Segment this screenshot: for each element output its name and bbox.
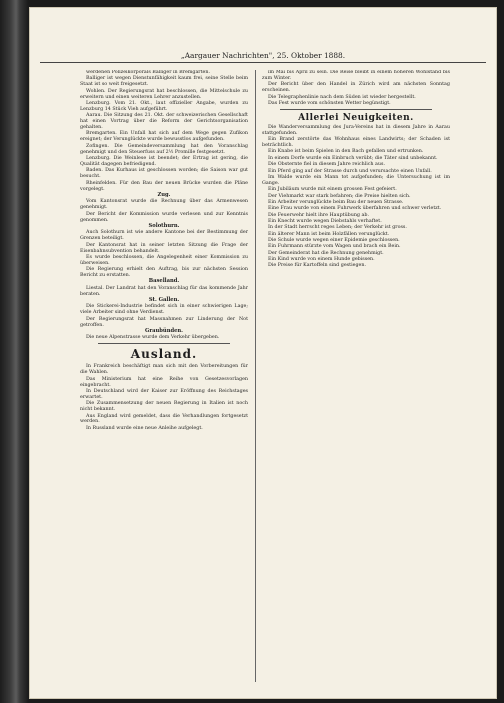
paragraph: Ein Knabe ist beim Spielen in den Bach gefallen und ertrunken. <box>268 149 424 155</box>
paragraph: Lenzburg. Vom 21. Okt., laut offizieller Angabe, wurden zu Lenzburg 14 Stück Vieh aufgeführt. <box>80 100 248 112</box>
paragraph: Die Feuerwehr hielt ihre Hauptübung ab. <box>268 212 369 218</box>
paragraph: Wohlen. Der Regierungsrat hat beschlossen, die Mittelschule zu erweitern und einen weiteren Lehrer anzustellen. <box>80 88 248 100</box>
running-header <box>40 50 486 63</box>
paragraph: In Deutschland wird der Kaiser zur Eröffnung des Reichstages erwartet. <box>80 388 248 400</box>
paragraph: Ein Arbeiter verunglückte beim Bau der neuen Strasse. <box>268 199 404 205</box>
paragraph: Der Bericht der Kommission wurde verlesen und zur Kenntnis genommen. <box>80 211 248 223</box>
section-heading-solothurn: Solothurn. <box>148 222 180 229</box>
paragraph: Baden. Das Kurhaus ist geschlossen worden; die Saison war gut besucht. <box>80 168 248 180</box>
paragraph: Vom Kantonsrat wurde die Rechnung über das Armenwesen genehmigt. <box>80 199 248 211</box>
paragraph: Balliger ist wegen Dienstunfähigkeit kaum frei, seine Stelle beim Staat ist so weit freigesetzt. <box>80 76 248 88</box>
column-left <box>80 70 248 685</box>
paragraph: werdenen Polizeikorporals Balliger in Bremgarten. <box>86 70 210 75</box>
paragraph: Die Preise für Kartoffeln sind gestiegen. <box>268 263 366 269</box>
paragraph: Auch Solothurn ist wie andere Kantone bei der Bestimmung der Grenzen beteiligt. <box>80 230 248 242</box>
paragraph: Liestal. Der Landrat hat den Voranschlag für das kommende Jahr beraten. <box>80 285 248 297</box>
paragraph: Eine Frau wurde von einem Fuhrwerk überfahren und schwer verletzt. <box>268 206 442 212</box>
column-right <box>262 70 450 685</box>
section-heading-zug: Zug. <box>157 191 171 198</box>
column-separator <box>255 70 256 682</box>
section-heading-allerlei: Allerlei Neuigkeiten. <box>298 112 414 123</box>
paragraph: Rheinfelden. Für den Bau der neuen Brücke wurden die Pläne vorgelegt. <box>80 180 248 192</box>
running-title: „Aargauer Nachrichten", 25. Oktober 1888. <box>180 51 346 60</box>
paragraph: In Russland wurde eine neue Anleihe aufgelegt. <box>86 425 203 431</box>
paragraph: Die Wanderversammlung des Jura-Vereins hat in diesem Jahre in Aarau stattgefunden. <box>262 124 450 136</box>
paragraph: Die Obsternte fiel in diesem Jahre reichlich aus. <box>268 162 385 168</box>
paragraph: Im Walde wurde ein Mann tot aufgefunden; die Untersuchung ist im Gange. <box>262 174 450 186</box>
paragraph: Lenzburg. Die Weinlese ist beendet; der Ertrag ist gering, die Qualität dagegen befriedigend. <box>80 156 248 168</box>
paragraph: im Mai bis April zu sein. Die Reise bleibt in einem höheren Wohlstand bis zum Winter. <box>262 70 450 81</box>
divider <box>98 343 230 344</box>
paragraph: Das Fest wurde vom schönsten Wetter begünstigt. <box>268 100 391 106</box>
section-heading-stgallen: St. Gallen. <box>148 297 180 304</box>
paragraph: Ein Fuhrmann stürzte vom Wagen und brach ein Bein. <box>268 244 401 250</box>
paragraph: Zofingen. Die Gemeindeversammlung hat den Voranschlag genehmigt und den Steuerfuss auf 2½ Promille festgesetzt. <box>80 143 248 155</box>
paragraph: Der Bericht über den Handel in Zürich wird am nächsten Sonntag erscheinen. <box>262 82 450 94</box>
paragraph: Die neue Alpenstrasse wurde dem Verkehr übergeben. <box>86 335 220 341</box>
paragraph: Ein Jubiläum wurde mit einem grossen Fest gefeiert. <box>268 187 397 193</box>
divider <box>280 109 432 110</box>
section-heading-ausland: Ausland. <box>130 347 198 362</box>
paragraph: Ein Kind wurde von einem Hunde gebissen. <box>268 256 375 262</box>
paragraph: Der Regierungsrat hat Massnahmen zur Linderung der Not getroffen. <box>80 316 248 328</box>
paragraph: Die Zusammensetzung der neuen Regierung in Italien ist noch nicht bekannt. <box>80 401 248 413</box>
paragraph: Der Kantonsrat hat in seiner letzten Sitzung die Frage der Eisenbahnsubvention behandelt. <box>80 242 248 254</box>
paragraph: In der Stadt herrscht reges Leben; der Verkehr ist gross. <box>268 225 407 231</box>
paragraph: Die Telegraphenlinie nach dem Süden ist wieder hergestellt. <box>268 94 416 100</box>
paragraph: Ein Brand zerstörte das Wohnhaus eines Landwirts; der Schaden ist beträchtlich. <box>262 137 450 149</box>
paragraph: Es wurde beschlossen, die Angelegenheit einer Kommission zu überweisen. <box>80 254 248 266</box>
paragraph: Die Schule wurde wegen einer Epidemie geschlossen. <box>268 237 400 243</box>
paragraph: In Frankreich beschäftigt man sich mit den Vorbereitungen für die Wahlen. <box>80 364 248 376</box>
paragraph: Der Gemeinderat hat die Rechnung genehmigt. <box>268 250 384 256</box>
section-heading-graubuenden: Graubünden. <box>145 328 183 335</box>
paragraph: Ein Knecht wurde wegen Diebstahls verhaftet. <box>268 218 382 224</box>
paragraph: Der Viehmarkt war stark befahren; die Preise hielten sich. <box>268 193 411 199</box>
paragraph: Aus England wird gemeldet, dass die Verhandlungen fortgesetzt werden. <box>80 413 248 425</box>
paragraph: Ein älterer Mann ist beim Holzfällen verunglückt. <box>268 231 390 237</box>
paragraph: In einem Dorfe wurde ein Einbruch verübt; die Täter sind unbekannt. <box>268 155 438 161</box>
paragraph: Das Ministerium hat eine Reihe von Gesetzesvorlagen eingebracht. <box>80 376 248 388</box>
section-heading-baselland: Baselland. <box>148 278 180 285</box>
paragraph: Aarau. Die Sitzung des 21. Okt. der schweizerischen Gesellschaft hat einen Vortrag über die Reform der Gerichtsorganisation gehalten. <box>80 113 248 131</box>
paragraph: Die Stickerei-Industrie befindet sich in einer schwierigen Lage; viele Arbeiter sind ohne Verdienst. <box>80 304 248 316</box>
paragraph: Ein Pferd ging auf der Strasse durch und verursachte einen Unfall. <box>268 168 432 174</box>
paragraph: Bremgarten. Ein Unfall hat sich auf dem Wege gegen Zufikon ereignet; der Verunglückte wurde bewusstlos aufgefunden. <box>80 131 248 143</box>
paragraph: Die Regierung erhielt den Auftrag, bis zur nächsten Session Bericht zu erstatten. <box>80 267 248 279</box>
